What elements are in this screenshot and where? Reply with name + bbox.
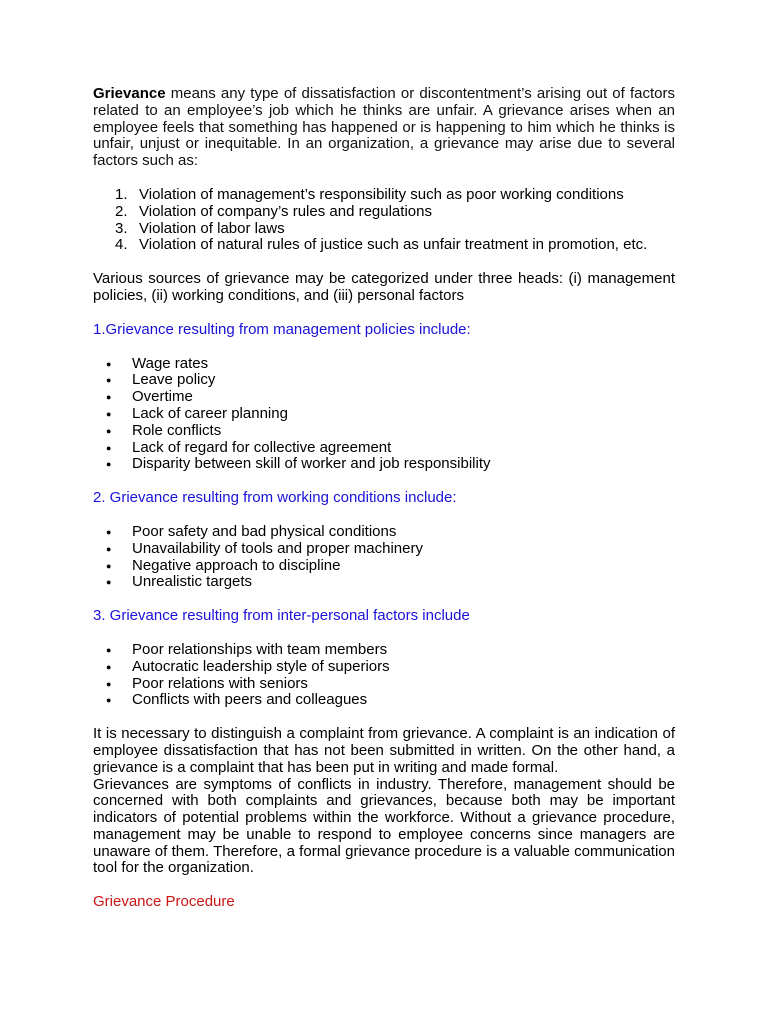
bullet-icon: ● (106, 678, 112, 689)
inter-personal-list (93, 642, 675, 709)
intro-text: means any type of dissatisfaction or discontentment’s arising out of factors related to an employee’s job which he thinks are unfair. A grievance arises when an employee feels that something has happened or is happening to him which he thinks is unfair, unjust or inequitable. In an organization, a grievance may arise due to several factors such as: (93, 85, 675, 170)
list-item: ● Overtime (106, 388, 193, 406)
list-item: 1. Violation of management’s responsibility such as poor working conditions (115, 185, 624, 203)
bullet-icon: ● (106, 695, 112, 706)
bullet-icon: ● (106, 526, 112, 537)
bullet-icon: ● (106, 644, 112, 655)
list-item: 4. Violation of natural rules of justice such as unfair treatment in promotion, etc. (115, 236, 648, 254)
list-item: ● Unavailability of tools and proper machinery (106, 539, 423, 557)
bullet-icon: ● (106, 425, 112, 436)
grievance-symptoms-paragraph: Grievances are symptoms of conflicts in industry. Therefore, management should be concerned with both complaints and grievances, because both may be important indicators of potential problems within the workforce. Without a grievance procedure, management may be unable to respond to employee concerns since managers are unaware of them. Therefore, a formal grievance procedure is a valuable communication tool for the organization. (93, 775, 675, 877)
list-item: ● Lack of regard for collective agreement (106, 438, 392, 456)
bullet-icon: ● (106, 543, 112, 554)
list-item: 3. Violation of labor laws (115, 219, 285, 237)
section-heading-inter-personal: 3. Grievance resulting from inter-personal factors include (93, 607, 470, 625)
bullet-icon: ● (106, 459, 112, 470)
section-heading-working-conditions: 2. Grievance resulting from working conditions include: (93, 489, 457, 507)
list-item: ● Lack of career planning (106, 404, 288, 422)
procedure-heading: Grievance Procedure (93, 893, 235, 911)
bullet-icon: ● (106, 408, 112, 419)
list-item: ● Wage rates (106, 354, 209, 372)
working-conditions-list (93, 524, 675, 591)
list-item: ● Conflicts with peers and colleagues (106, 691, 368, 709)
list-item: ● Autocratic leadership style of superiors (106, 657, 390, 675)
bullet-icon: ● (106, 560, 112, 571)
list-item: ● Poor relations with seniors (106, 674, 308, 692)
sources-paragraph: Various sources of grievance may be categorized under three heads: (i) management policies, (ii) working conditions, and (iii) personal factors (93, 270, 675, 304)
list-item: ● Role conflicts (106, 421, 222, 439)
list-item: ● Unrealistic targets (106, 573, 253, 591)
list-item: ● Poor relationships with team members (106, 640, 388, 658)
management-policies-list (93, 356, 675, 474)
list-item: 2. Violation of company’s rules and regulations (115, 202, 432, 220)
complaint-section (93, 726, 675, 877)
list-item: ● Negative approach to discipline (106, 556, 341, 574)
bullet-icon: ● (106, 375, 112, 386)
intro-bold-term: Grievance (93, 85, 166, 102)
intro-paragraph (93, 86, 675, 170)
list-item: ● Disparity between skill of worker and job responsibility (106, 455, 491, 473)
bullet-icon: ● (106, 661, 112, 672)
section-heading-management: 1.Grievance resulting from management policies include: (93, 320, 471, 338)
document-page (93, 86, 675, 911)
complaint-paragraph: It is necessary to distinguish a complaint from grievance. A complaint is an indication of employee dissatisfaction that has not been submitted in written. On the other hand, a grievance is a complaint that has been put in writing and made formal. (93, 725, 675, 776)
list-item: ● Poor safety and bad physical conditions (106, 522, 397, 540)
bullet-icon: ● (106, 392, 112, 403)
factors-list (93, 187, 675, 254)
bullet-icon: ● (106, 442, 112, 453)
bullet-icon: ● (106, 577, 112, 588)
list-item: ● Leave policy (106, 371, 216, 389)
bullet-icon: ● (106, 358, 112, 369)
